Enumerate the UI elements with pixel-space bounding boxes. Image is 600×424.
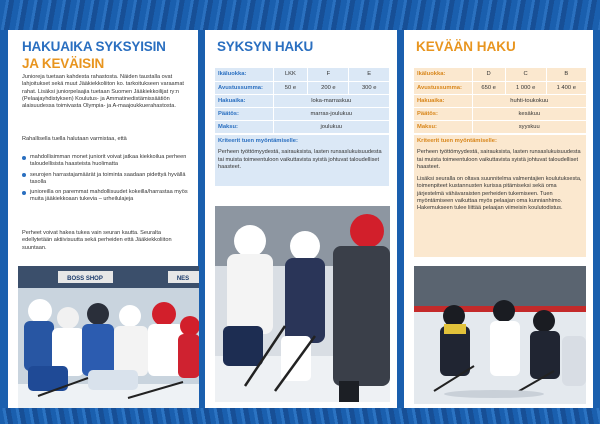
bottom-border [0,408,600,424]
autumn-title: SYKSYN HAKU [217,39,314,54]
criteria-heading: Kriteerit tuen myöntämiselle: [417,138,497,144]
banner-text: BOSS SHOP [67,276,103,282]
table-row: Maksu: syyskuu [414,120,586,133]
criteria-text: Perheen työttömyydestä, sairauksista, lasten runsaslukuisuudesta tai muista toimeentuloon vaikuttavista syistä johtuvat taloudelliset haasteet. [417,149,581,170]
table-row: Hakuaika: huhti-toukokuu [414,94,586,107]
hockey-photo-game-action [414,266,586,404]
panel-spring [404,30,593,408]
criteria-text: Perheen työttömyydestä, sairauksista, lasten runsaslukuisuudesta tai muista toimeentuloon vaikuttavista syistä johtuvat taloudelliset haasteet. [218,149,382,170]
table-row: Avustussumma: 50 e 200 e 300 e [215,81,389,94]
hockey-photo-coach-players [215,206,390,402]
bullet-icon [22,156,26,160]
list-item: mahdollisimman monet juniorit voivat jatkaa kiekkoilua perheen taloudellisista haasteista huolimatta [22,154,194,169]
list-item: seurojen harrastajamäärät ja toiminta saadaan pidettyä hyvällä tasolla [22,172,194,187]
spring-title: KEVÄÄN HAKU [416,39,516,54]
spring-table [414,68,586,134]
table-row: Hakuaika: loka-marraskuu [215,94,389,107]
panel-intro [8,30,198,408]
table-row: Maksu: joulukuu [215,120,389,133]
table-row: Päätös: marras-joulukuu [215,107,389,120]
autumn-table [215,68,389,134]
table-row: Ikäluokka: D C B [414,68,586,81]
lead-paragraph: Rahallisella tuella halutaan varmistaa, että [22,136,127,142]
spring-criteria [414,135,586,257]
intro-title-line2: JA KEVÄISIN [22,56,105,71]
hockey-photo-youth-team [18,266,199,408]
intro-title [22,38,197,72]
bullet-icon [22,191,26,195]
panel-autumn [205,30,397,408]
bullet-icon [22,173,26,177]
benefit-list [22,154,194,207]
list-item: junioreilla on paremmat mahdollisuudet kokeilla/harrastaa myös muita jääkiekkoaan tukevia – urheilulajeja [22,189,194,204]
table-row: Ikäluokka: LKK F E [215,68,389,81]
top-border [0,0,600,30]
banner-text: NES [176,276,190,282]
autumn-criteria [215,135,389,186]
outro-paragraph: Perheet voivat hakea tukea vain seuran kautta. Seuralta edellytetään aktiivisuutta sekä perheiden että Jääkiekkoliiton suuntaan. [22,230,172,251]
intro-paragraph: Junioreja tuetaan kahdesta rahastosta. Näiden taustalla ovat lahjoitukset sekä muut Jääkiekkoliiton ko. tarkoitukseen varaamat rahat. Lisäksi juniorpelaajia tuetaan Suomen Jääkiekkoilijat ry:n (Pelaajayhdistyksen) Koulutus- ja Ammatinedistämissäätiön alaisuudessa toimivasta Olympia- ja A-maajoukkuerahastosta. [22,74,184,110]
intro-title-line1: HAKUAIKA SYKSYISIN [22,39,166,54]
table-row: Päätös: kesäkuu [414,107,586,120]
criteria-text: Lisäksi seuralla on oltava suunnitelma valmentajien koulutuksesta, toimenpiteet kustannusten kurissa pitämiseksi sekä oma järjestelmä vähävaraisten perheiden tukemiseen. Tuen myöntämiseen vaikuttaa myös pelaajan oma kunnianhimo. Hakemukseen tulee liittää pelaajan viimeisin koulutodistus. [417,176,582,212]
criteria-heading: Kriteerit tuen myöntämiselle: [218,138,298,144]
table-row: Avustussumma: 650 e 1 000 e 1 400 e [414,81,586,94]
